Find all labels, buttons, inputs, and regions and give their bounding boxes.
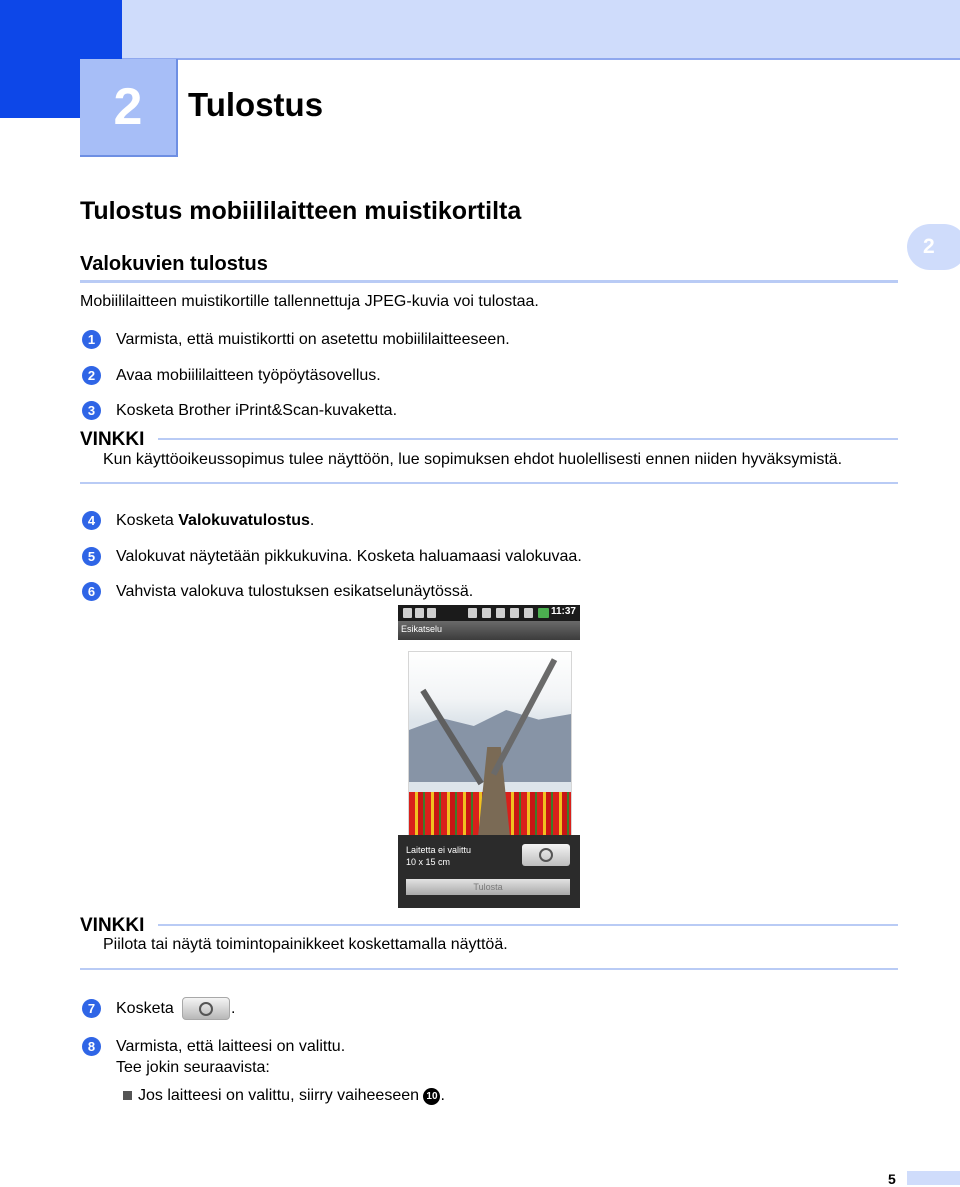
step-text-7: Kosketa	[116, 1000, 174, 1017]
bullet-square	[123, 1091, 132, 1100]
status-icon	[403, 608, 412, 618]
step-number-6: 6	[82, 582, 101, 601]
step-number-1: 1	[82, 330, 101, 349]
header-band	[122, 0, 960, 58]
signal-icon	[524, 608, 533, 618]
step-text-2: Avaa mobiililaitteen työpöytäsovellus.	[116, 367, 381, 384]
chapter-title: Tulostus	[188, 86, 324, 123]
status-icon	[415, 608, 424, 618]
step-text-1: Varmista, että muistikortti on asetettu mobiililaitteeseen.	[116, 331, 510, 348]
chapter-number: 2	[80, 59, 178, 157]
note-bottom-rule-2	[80, 968, 898, 970]
subsection-rule	[80, 280, 898, 283]
note-rule-1	[158, 438, 898, 440]
step-number-3: 3	[82, 401, 101, 420]
step-text-3: Kosketa Brother iPrint&Scan-kuvaketta.	[116, 402, 398, 419]
page-footer-bar	[907, 1171, 960, 1185]
step-text-4: Kosketa Valokuvatulostus.	[116, 512, 315, 529]
step-ref-10: 10	[423, 1088, 440, 1105]
step-text-6: Vahvista valokuva tulostuksen esikatselunäytössä.	[116, 583, 474, 600]
note-heading-1: VINKKI	[80, 429, 145, 450]
note-text-1: Kun käyttöoikeussopimus tulee näyttöön, lue sopimuksen ehdot huolellisesti ennen niiden hyväksymistä.	[103, 451, 843, 468]
status-icon	[496, 608, 505, 618]
phone-screenshot	[398, 605, 580, 908]
step-text-7-end: .	[231, 1000, 236, 1017]
device-status: Laitetta ei valittu	[406, 845, 472, 855]
phone-status-bar	[398, 605, 580, 621]
bluetooth-icon	[468, 608, 477, 618]
bullet-text: Jos laitteesi on valittu, siirry vaiheeseen 10 .	[138, 1087, 445, 1104]
note-text-2: Piilota tai näytä toimintopainikkeet koskettamalla näyttöä.	[103, 936, 508, 953]
settings-button[interactable]	[522, 844, 570, 866]
settings-button-inline	[182, 997, 230, 1020]
step-number-5: 5	[82, 547, 101, 566]
step-number-4: 4	[82, 511, 101, 530]
step-number-7: 7	[82, 999, 101, 1018]
print-button[interactable]: Tulosta	[406, 879, 570, 895]
status-time: 11:37	[550, 606, 576, 617]
note-bottom-rule-1	[80, 482, 898, 484]
paper-size: 10 x 15 cm	[406, 857, 451, 867]
battery-icon	[538, 608, 549, 618]
step-number-2: 2	[82, 366, 101, 385]
section-title: Tulostus mobiililaitteen muistikortilta	[80, 197, 522, 225]
step-text-5: Valokuvat näytetään pikkukuvina. Kosketa haluamaasi valokuvaa.	[116, 548, 582, 565]
subsection-title: Valokuvien tulostus	[80, 253, 268, 275]
status-icon	[482, 608, 491, 618]
status-icon	[510, 608, 519, 618]
step-number-8: 8	[82, 1037, 101, 1056]
phone-title: Esikatselu	[401, 624, 443, 634]
print-controls-panel	[398, 835, 580, 908]
header-rule	[122, 58, 960, 60]
usb-icon	[427, 608, 436, 618]
step-text-4-bold: Valokuvatulostus	[178, 512, 310, 529]
page-number: 5	[888, 1171, 896, 1187]
chapter-side-tab: 2	[907, 224, 960, 270]
camera-icon	[199, 1002, 213, 1016]
note-rule-2	[158, 924, 898, 926]
camera-icon	[539, 848, 553, 862]
step-text-8-line1: Varmista, että laitteesi on valittu.	[116, 1038, 346, 1055]
intro-text: Mobiililaitteen muistikortille tallennettuja JPEG-kuvia voi tulostaa.	[80, 293, 539, 310]
phone-title-bar	[398, 621, 580, 640]
step-text-8-line2: Tee jokin seuraavista:	[116, 1059, 270, 1076]
note-heading-2: VINKKI	[80, 915, 145, 936]
